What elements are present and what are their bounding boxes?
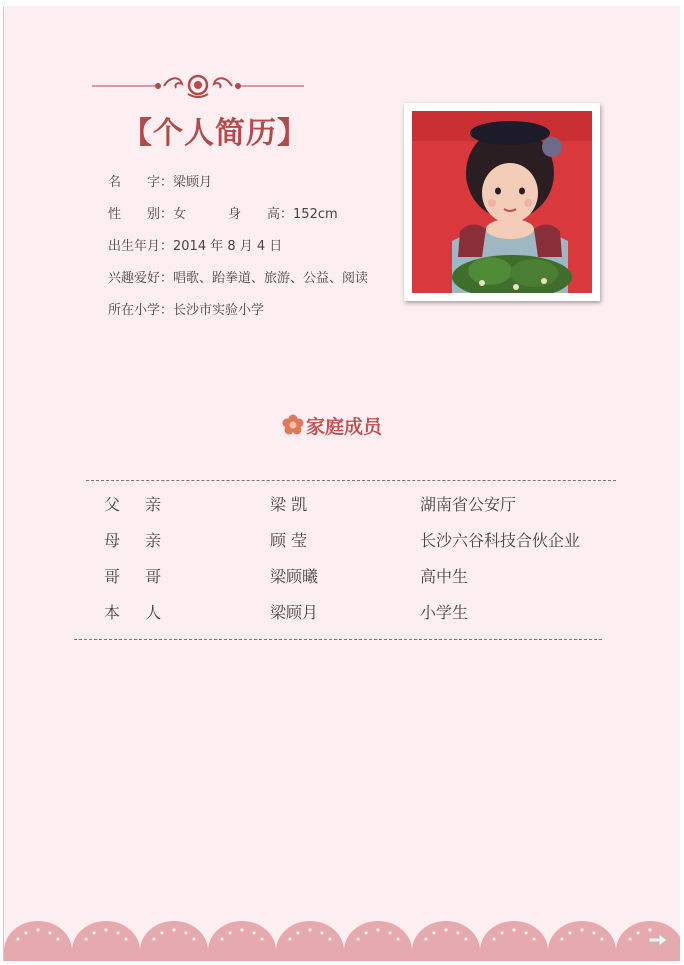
relation-cell: 哥 哥: [104, 567, 172, 586]
height-value: 152cm: [293, 207, 338, 222]
birth-value: 2014 年 8 月 4 日: [173, 239, 283, 254]
next-page-icon[interactable]: [648, 933, 668, 947]
family-row: [104, 600, 624, 636]
family-section-title: [282, 412, 382, 441]
profile-photo: [404, 103, 600, 301]
family-bottom-divider: [74, 639, 602, 640]
info-row-school: [108, 300, 368, 332]
member-name-cell: 梁 凯: [270, 495, 308, 514]
family-row: [104, 492, 624, 528]
family-table: [104, 492, 624, 636]
member-name-cell: 梁顾曦: [270, 567, 319, 586]
gender-label: 性 别：: [108, 207, 174, 222]
page-title: 【个人简历】: [122, 116, 308, 151]
resume-page: [3, 6, 680, 961]
info-row-gender-height: [108, 204, 368, 236]
relation-cell: 本 人: [104, 603, 172, 622]
family-row: [104, 564, 624, 600]
member-info-cell: 小学生: [420, 603, 469, 622]
member-name-cell: 梁顾月: [270, 603, 319, 622]
hobby-value: 唱歌、跆拳道、旅游、公益、阅读: [173, 271, 369, 286]
member-info-cell: 湖南省公安厅: [420, 495, 517, 514]
personal-info: [108, 172, 368, 332]
info-row-hobby: [108, 268, 368, 300]
portrait-image: [412, 111, 592, 293]
flower-icon: [282, 414, 304, 441]
gender-value: 女: [173, 207, 187, 222]
height-label: 身 高：: [228, 207, 294, 222]
member-info-cell: 长沙六谷科技合伙企业: [420, 531, 581, 550]
family-top-divider: [86, 480, 616, 481]
name-label: 名 字：: [108, 175, 174, 190]
birth-label: 出生年月：: [108, 239, 174, 254]
family-row: [104, 528, 624, 564]
ornament-divider-icon: [92, 70, 304, 102]
family-title-text: 家庭成员: [306, 416, 383, 438]
school-label: 所在小学：: [108, 303, 174, 318]
info-row-birth: [108, 236, 368, 268]
name-value: 梁顾月: [173, 175, 213, 190]
member-info-cell: 高中生: [420, 567, 469, 586]
relation-cell: 母 亲: [104, 531, 172, 550]
scalloped-border: [4, 911, 680, 961]
hobby-label: 兴趣爱好：: [108, 271, 174, 286]
school-value: 长沙市实验小学: [173, 303, 265, 318]
info-row-name: [108, 172, 368, 204]
member-name-cell: 顾 莹: [270, 531, 308, 550]
relation-cell: 父 亲: [104, 495, 172, 514]
